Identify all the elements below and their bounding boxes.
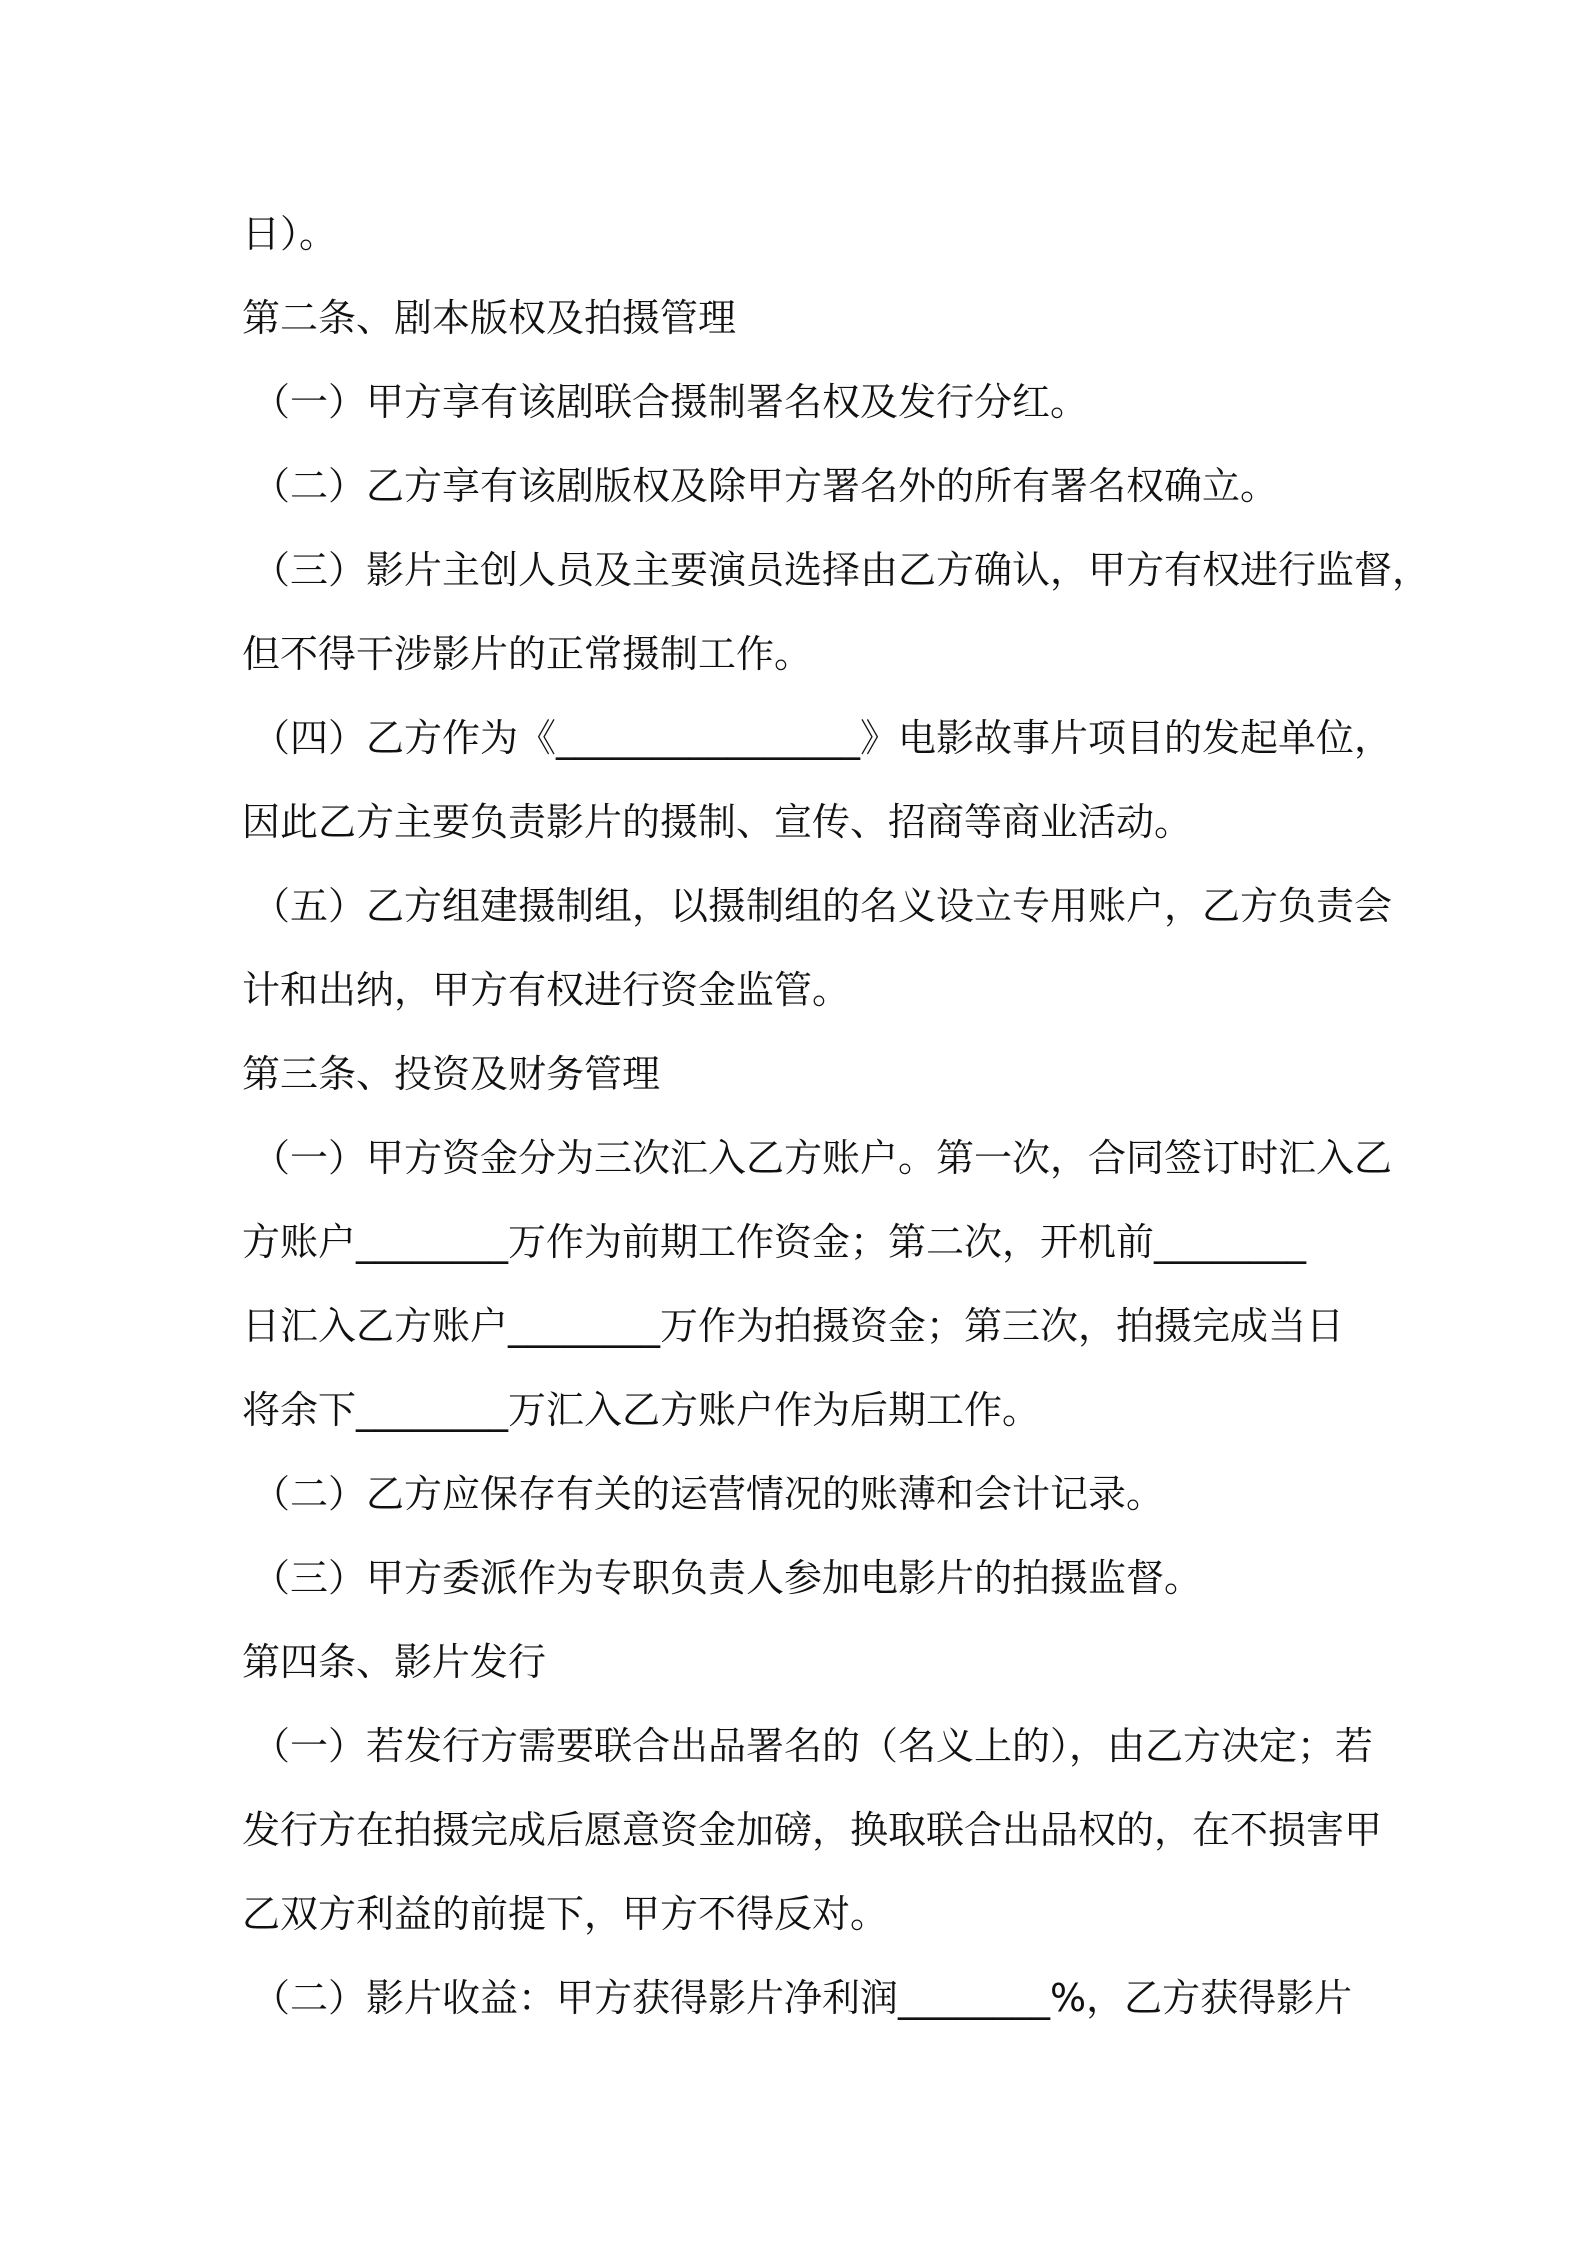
article-2-clause-2: （二）乙方享有该剧版权及除甲方署名外的所有署名权确立。 (252, 464, 1279, 508)
article-3-clause-1-cont-c: 将余下________万汇入乙方账户作为后期工作。 (242, 1388, 1041, 1432)
article-3-heading: 第三条、投资及财务管理 (242, 1052, 661, 1096)
article-4-clause-2: （二）影片收益：甲方获得影片净利润________%，乙方获得影片 (252, 1976, 1353, 2020)
article-2-clause-3: （三）影片主创人员及主要演员选择由乙方确认，甲方有权进行监督， (252, 548, 1431, 592)
article-4-clause-1-cont-b: 乙双方利益的前提下，甲方不得反对。 (242, 1892, 889, 1936)
article-3-clause-1: （一）甲方资金分为三次汇入乙方账户。第一次，合同签订时汇入乙 (252, 1136, 1393, 1180)
article-3-clause-1-cont-b: 日汇入乙方账户________万作为拍摄资金；第三次，拍摄完成当日 (242, 1304, 1345, 1348)
contract-text (242, 192, 1431, 2040)
article-3-clause-3: （三）甲方委派作为专职负责人参加电影片的拍摄监督。 (252, 1556, 1203, 1600)
article-3-clause-1-cont-a: 方账户________万作为前期工作资金；第二次，开机前________ (242, 1220, 1307, 1264)
article-3-clause-2: （二）乙方应保存有关的运营情况的账薄和会计记录。 (252, 1472, 1165, 1516)
article-2-clause-4: （四）乙方作为《________________》电影故事片项目的发起单位， (252, 716, 1393, 760)
article-4-clause-1-cont-a: 发行方在拍摄完成后愿意资金加磅，换取联合出品权的，在不损害甲 (242, 1808, 1383, 1852)
article-2-heading: 第二条、剧本版权及拍摄管理 (242, 296, 737, 340)
article-2-clause-3-cont: 但不得干涉影片的正常摄制工作。 (242, 632, 813, 676)
article-2-clause-5-cont: 计和出纳，甲方有权进行资金监管。 (242, 968, 851, 1012)
text-line-continuation: 日）。 (242, 212, 338, 256)
article-2-clause-4-cont: 因此乙方主要负责影片的摄制、宣传、招商等商业活动。 (242, 800, 1193, 844)
article-4-clause-1: （一）若发行方需要联合出品署名的（名义上的），由乙方决定；若 (252, 1724, 1374, 1768)
article-4-heading: 第四条、影片发行 (242, 1640, 547, 1684)
article-2-clause-1: （一）甲方享有该剧联合摄制署名权及发行分红。 (252, 380, 1089, 424)
article-2-clause-5: （五）乙方组建摄制组，以摄制组的名义设立专用账户，乙方负责会 (252, 884, 1393, 928)
